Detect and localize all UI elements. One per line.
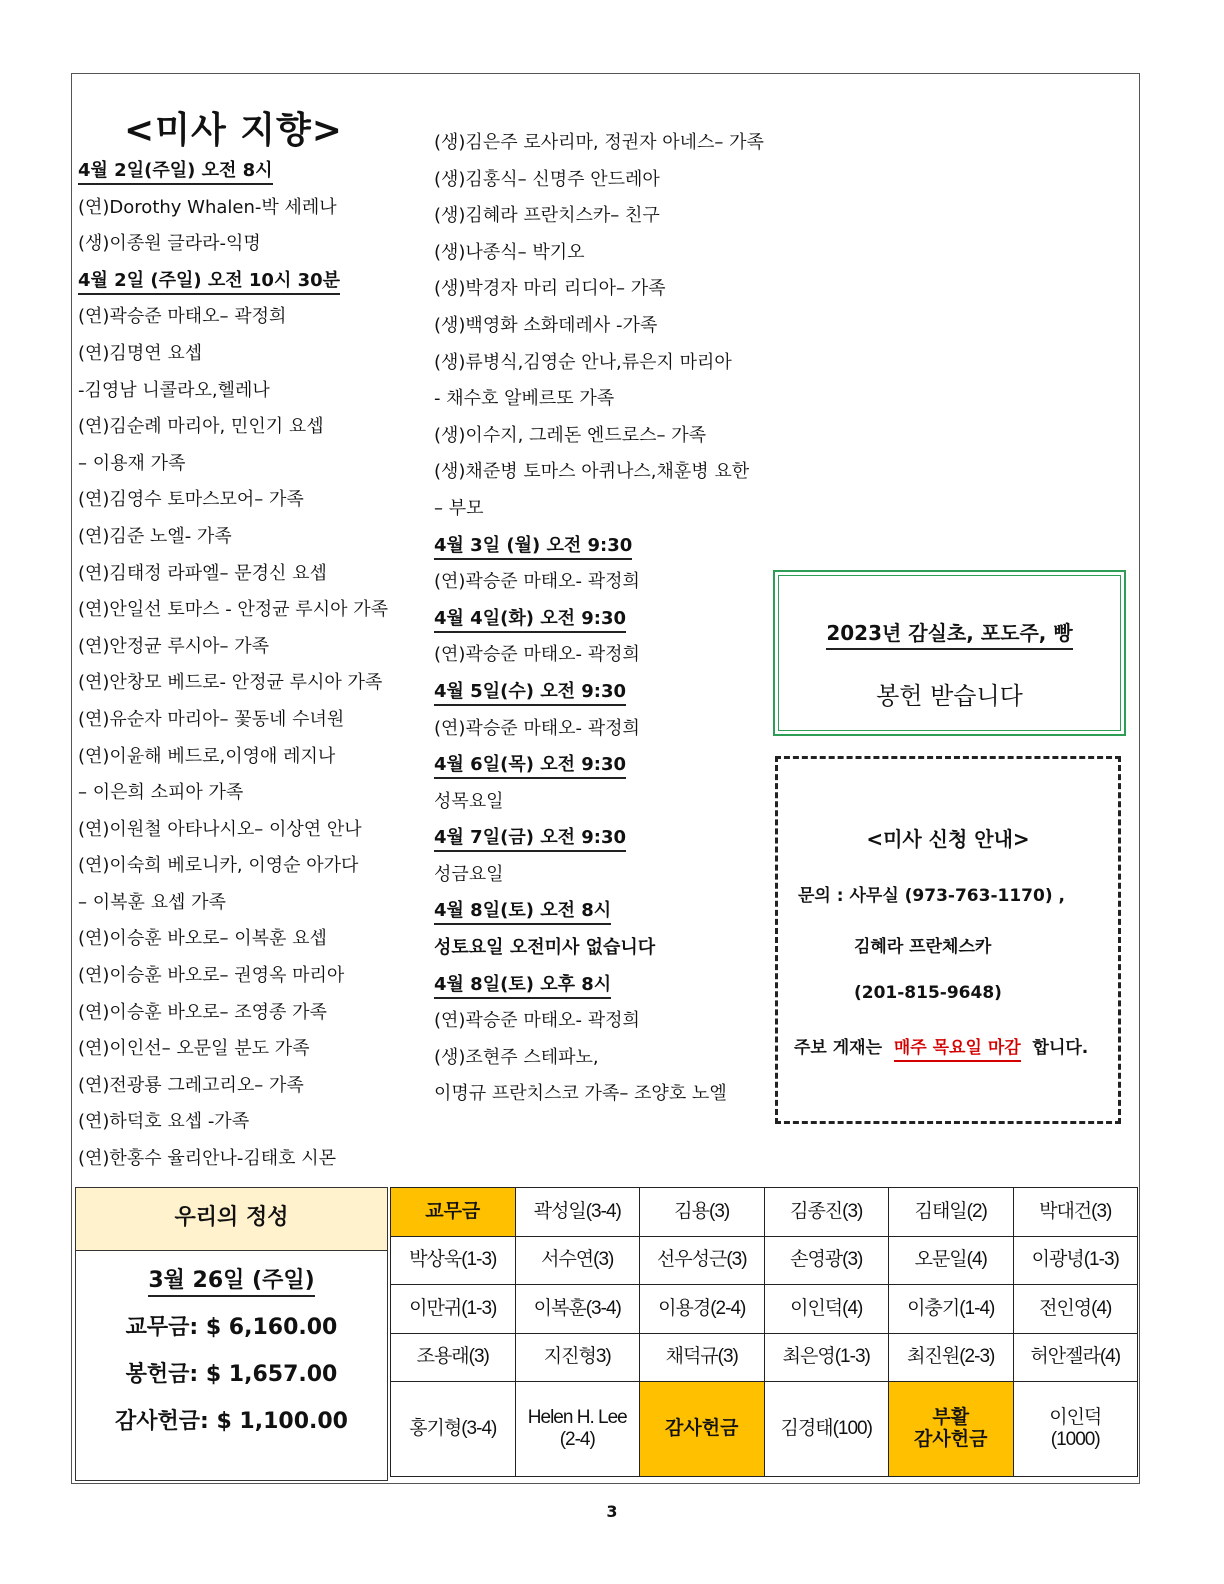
mass-time-heading: 4월 8일(토) 오전 8시 xyxy=(434,893,764,930)
intention-line: (연)안정균 루시아– 가족 xyxy=(78,635,269,657)
donor-cell: Helen H. Lee (2-4) xyxy=(515,1382,640,1477)
donor-cell: 서수연(3) xyxy=(515,1236,640,1285)
mass-intentions-left xyxy=(78,153,388,1178)
mass-time-heading: 4월 7일(금) 오전 9:30 xyxy=(434,820,764,857)
intention-line: (생)류병식,김영순 안나,류은지 마리아 xyxy=(434,351,732,373)
mass-time-heading: 4월 2일(주일) 오전 8시 xyxy=(78,153,388,190)
mass-request-box xyxy=(775,756,1121,1124)
intention-line: 성목요일 xyxy=(434,790,504,812)
contact-name: 김혜라 프란체스카 xyxy=(854,937,992,957)
intention-line: (연)이승훈 바오로– 이복훈 요셉 xyxy=(78,928,327,950)
contact-phone: (201-815-9648) xyxy=(854,983,1002,1003)
intention-line: (생)이수지, 그레돈 엔드로스– 가족 xyxy=(434,424,706,446)
intention-line: (생)김혜라 프란치스카– 친구 xyxy=(434,205,660,227)
donor-row xyxy=(391,1188,1138,1237)
intention-line: (연)안창모 베드로- 안정균 루시아 가족 xyxy=(78,672,383,694)
intention-line: (생)김홍식– 신명주 안드레아 xyxy=(434,168,660,190)
donor-cell: 채덕규(3) xyxy=(640,1333,765,1382)
intention-line: (연)곽승준 마태오– 곽정희 xyxy=(78,306,287,328)
mass-intentions-middle xyxy=(434,125,764,1113)
intention-line: (연)하덕호 요셉 -가족 xyxy=(78,1111,250,1133)
donor-row xyxy=(391,1382,1138,1477)
donor-category-cell: 교무금 xyxy=(391,1188,516,1237)
donor-cell: 박상욱(1-3) xyxy=(391,1236,516,1285)
donor-cell: 조용래(3) xyxy=(391,1333,516,1382)
giving-rows xyxy=(76,1310,387,1435)
intention-line: (연)안일선 토마스 - 안정균 루시아 가족 xyxy=(78,599,388,621)
offering-subtitle: 봉헌 받습니다 xyxy=(876,682,1023,710)
mass-time-heading: 4월 2일 (주일) 오전 10시 30분 xyxy=(78,263,388,300)
intention-line: (연)한홍수 율리안나-김태호 시몬 xyxy=(78,1148,337,1170)
donor-cell: 최진원(2-3) xyxy=(889,1333,1014,1382)
giving-amount-row: 봉헌금: $ 1,657.00 xyxy=(125,1362,338,1387)
donor-row xyxy=(391,1333,1138,1382)
donor-table xyxy=(390,1187,1138,1477)
donor-cell: 이복훈(3-4) xyxy=(515,1285,640,1334)
intention-line: (생)채준병 토마스 아퀴나스,채훈병 요한 xyxy=(434,461,750,483)
donor-cell: 이만귀(1-3) xyxy=(391,1285,516,1334)
giving-amount-row: 교무금: $ 6,160.00 xyxy=(125,1315,338,1340)
intention-line: (연)이원철 아타나시오– 이상연 안나 xyxy=(78,818,362,840)
intention-line: (생)박경자 마리 리디아– 가족 xyxy=(434,278,666,300)
donor-cell: 지진형3) xyxy=(515,1333,640,1382)
mass-time-heading: 4월 8일(토) 오후 8시 xyxy=(434,967,764,1004)
donor-category-cell: 감사헌금 xyxy=(640,1382,765,1477)
donor-cell: 이인덕 (1000) xyxy=(1013,1382,1138,1477)
donor-cell: 박대건(3) xyxy=(1013,1188,1138,1237)
offering-title: 2023년 감실초, 포도주, 빵 xyxy=(775,617,1124,646)
deadline-prefix: 주보 게재는 xyxy=(794,1038,883,1058)
donor-cell: 오문일(4) xyxy=(889,1236,1014,1285)
giving-date: 3월 26일 (주일) xyxy=(76,1263,387,1294)
intention-line: (연)김태정 라파엘– 문경신 요셉 xyxy=(78,562,327,584)
intention-line: (연)곽승준 마태오- 곽정희 xyxy=(434,644,640,666)
intention-line: -김영남 니콜라오,헬레나 xyxy=(78,379,270,401)
mass-time-heading: 4월 4일(화) 오전 9:30 xyxy=(434,601,764,638)
donor-cell: 이광녕(1-3) xyxy=(1013,1236,1138,1285)
page-number: 3 xyxy=(606,1502,618,1521)
intention-line: (연)곽승준 마태오- 곽정희 xyxy=(434,1010,640,1032)
intention-line: (생)나종식– 박기오 xyxy=(434,241,585,263)
donor-cell: 선우성근(3) xyxy=(640,1236,765,1285)
donor-cell: 손영광(3) xyxy=(764,1236,889,1285)
intention-line: (연)이승훈 바오로– 조영종 가족 xyxy=(78,1001,327,1023)
page-title: <미사 지향> xyxy=(124,110,343,151)
donor-cell: 최은영(1-3) xyxy=(764,1333,889,1382)
donor-cell: 김태일(2) xyxy=(889,1188,1014,1237)
donor-category-cell: 부활 감사헌금 xyxy=(889,1382,1014,1477)
intention-line: (생)이종원 글라라-익명 xyxy=(78,233,261,255)
intention-line: – 이은희 소피아 가족 xyxy=(78,782,244,804)
contact-office: 문의 : 사무실 (973-763-1170) , xyxy=(798,886,1065,906)
mass-time-heading: 4월 3일 (월) 오전 9:30 xyxy=(434,528,764,565)
donor-row xyxy=(391,1285,1138,1334)
intention-line: - 채수호 알베르또 가족 xyxy=(434,388,615,410)
giving-amount-row: 감사헌금: $ 1,100.00 xyxy=(115,1409,348,1434)
giving-header: 우리의 정성 xyxy=(76,1188,387,1251)
deadline-suffix: 합니다. xyxy=(1032,1038,1089,1058)
intention-line: (생)조현주 스테파노, xyxy=(434,1046,599,1068)
intention-line: (연)김명연 요셉 xyxy=(78,342,203,364)
donor-cell: 전인영(4) xyxy=(1013,1285,1138,1334)
donor-cell: 김경태(100) xyxy=(764,1382,889,1477)
intention-line: (연)Dorothy Whalen-박 세레나 xyxy=(78,196,337,218)
intention-line: (연)유순자 마리아– 꽃동네 수녀원 xyxy=(78,708,345,730)
mass-time-heading: 4월 5일(수) 오전 9:30 xyxy=(434,674,764,711)
donor-cell: 김종진(3) xyxy=(764,1188,889,1237)
intention-line: (연)이윤해 베드로,이영애 레지나 xyxy=(78,745,336,767)
intention-line: (연)김순례 마리아, 민인기 요셉 xyxy=(78,416,324,438)
intention-line: (연)이승훈 바오로– 권영옥 마리아 xyxy=(78,965,345,987)
bulletin-deadline xyxy=(794,1033,1088,1058)
intention-line: – 부모 xyxy=(434,497,484,519)
intention-line: (연)김영수 토마스모어– 가족 xyxy=(78,489,304,511)
mass-request-title: <미사 신청 안내> xyxy=(866,827,1030,851)
donor-cell: 이충기(1-4) xyxy=(889,1285,1014,1334)
giving-summary xyxy=(75,1187,388,1481)
intention-line: – 이복훈 요셉 가족 xyxy=(78,891,226,913)
offering-notice-box xyxy=(773,570,1126,736)
intention-line: (생)백영화 소화데레사 -가족 xyxy=(434,314,658,336)
deadline-highlight: 매주 목요일 마감 xyxy=(894,1038,1021,1062)
intention-line: 성토요일 오전미사 없습니다 xyxy=(434,937,656,959)
donor-cell: 이용경(2-4) xyxy=(640,1285,765,1334)
intention-line: (연)이인선– 오문일 분도 가족 xyxy=(78,1038,310,1060)
donor-cell: 허안젤라(4) xyxy=(1013,1333,1138,1382)
donor-cell: 곽성일(3-4) xyxy=(515,1188,640,1237)
intention-line: (연)곽승준 마태오- 곽정희 xyxy=(434,571,640,593)
intention-line: 이명규 프란치스코 가족– 조양호 노엘 xyxy=(434,1083,727,1105)
intention-line: (연)곽승준 마태오- 곽정희 xyxy=(434,717,640,739)
intention-line: (연)전광룡 그레고리오– 가족 xyxy=(78,1074,304,1096)
donor-row xyxy=(391,1236,1138,1285)
intention-line: (연)이숙희 베로니카, 이영순 아가다 xyxy=(78,855,359,877)
donor-cell: 이인덕(4) xyxy=(764,1285,889,1334)
intention-line: – 이용재 가족 xyxy=(78,452,186,474)
intention-line: 성금요일 xyxy=(434,863,504,885)
intention-line: (생)김은주 로사리마, 정권자 아네스– 가족 xyxy=(434,132,764,153)
mass-time-heading: 4월 6일(목) 오전 9:30 xyxy=(434,747,764,784)
intention-line: (연)김준 노엘- 가족 xyxy=(78,525,232,547)
donor-cell: 김용(3) xyxy=(640,1188,765,1237)
donor-cell: 홍기형(3-4) xyxy=(391,1382,516,1477)
